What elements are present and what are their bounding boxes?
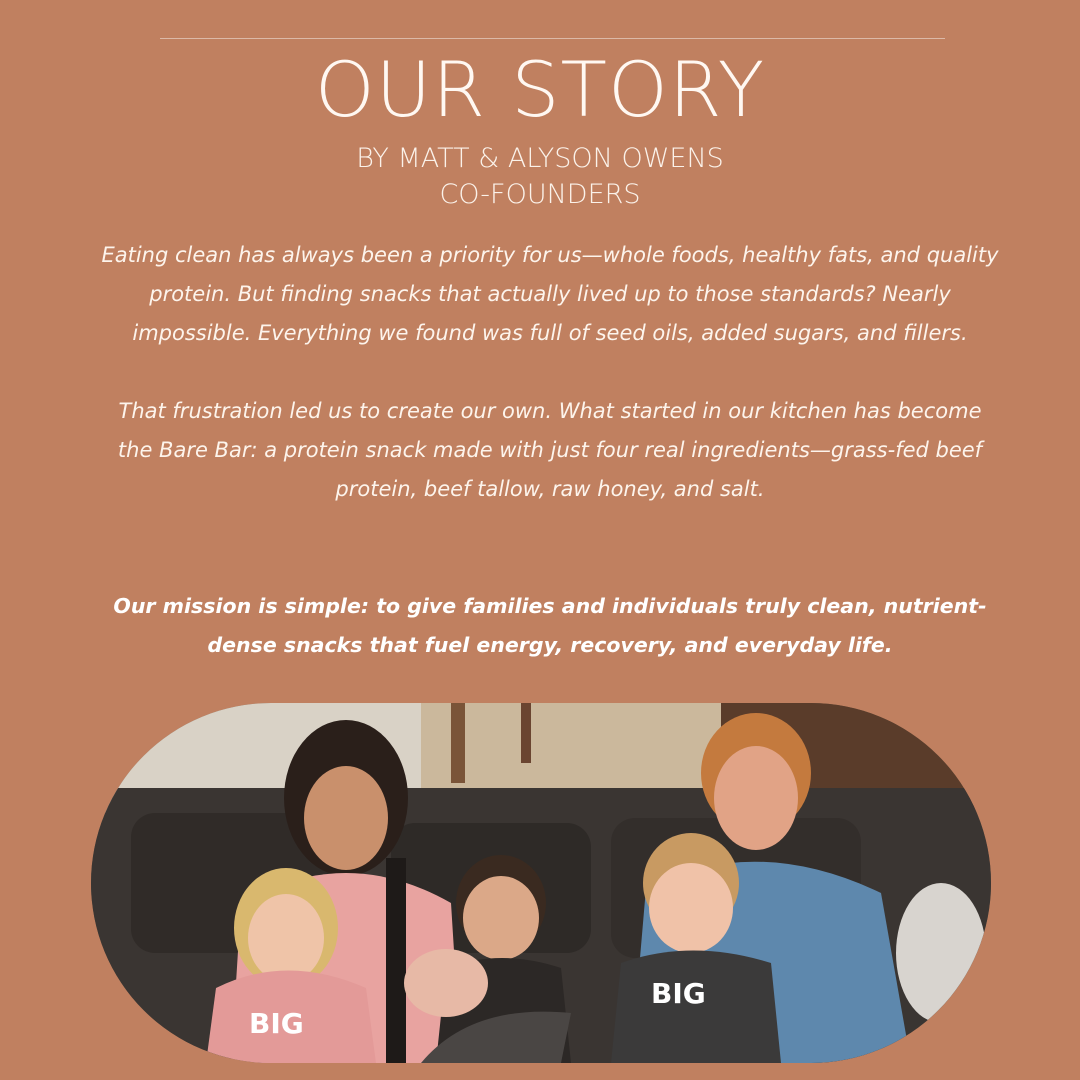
story-body	[100, 236, 1000, 548]
byline	[0, 141, 1080, 213]
story-paragraph-2: That frustration led us to create our own. What started in our kitchen has become the Bare Bar: a protein snack made with just four real ingredients—grass-fed beef protein, beef tallow, raw honey, and salt.	[117, 399, 983, 501]
family-photo	[91, 703, 991, 1063]
top-divider	[160, 38, 945, 39]
byline-authors: BY MATT & ALYSON OWENS	[356, 143, 724, 174]
mission-statement: Our mission is simple: to give families and individuals truly clean, nutrient-dense snacks that fuel energy, recovery, and everyday life.	[113, 594, 987, 657]
byline-role: CO-FOUNDERS	[439, 179, 641, 210]
story-paragraph-1: Eating clean has always been a priority for us—whole foods, healthy fats, and quality protein. But finding snacks that actually lived up to those standards? Nearly impossible. Everything we found was full of seed oils, added sugars, and fillers.	[101, 243, 999, 345]
girl-shirt-text: BIG	[249, 1007, 304, 1040]
boy-shirt-text: BIG	[651, 977, 706, 1010]
page-title: OUR STORY	[314, 45, 766, 134]
